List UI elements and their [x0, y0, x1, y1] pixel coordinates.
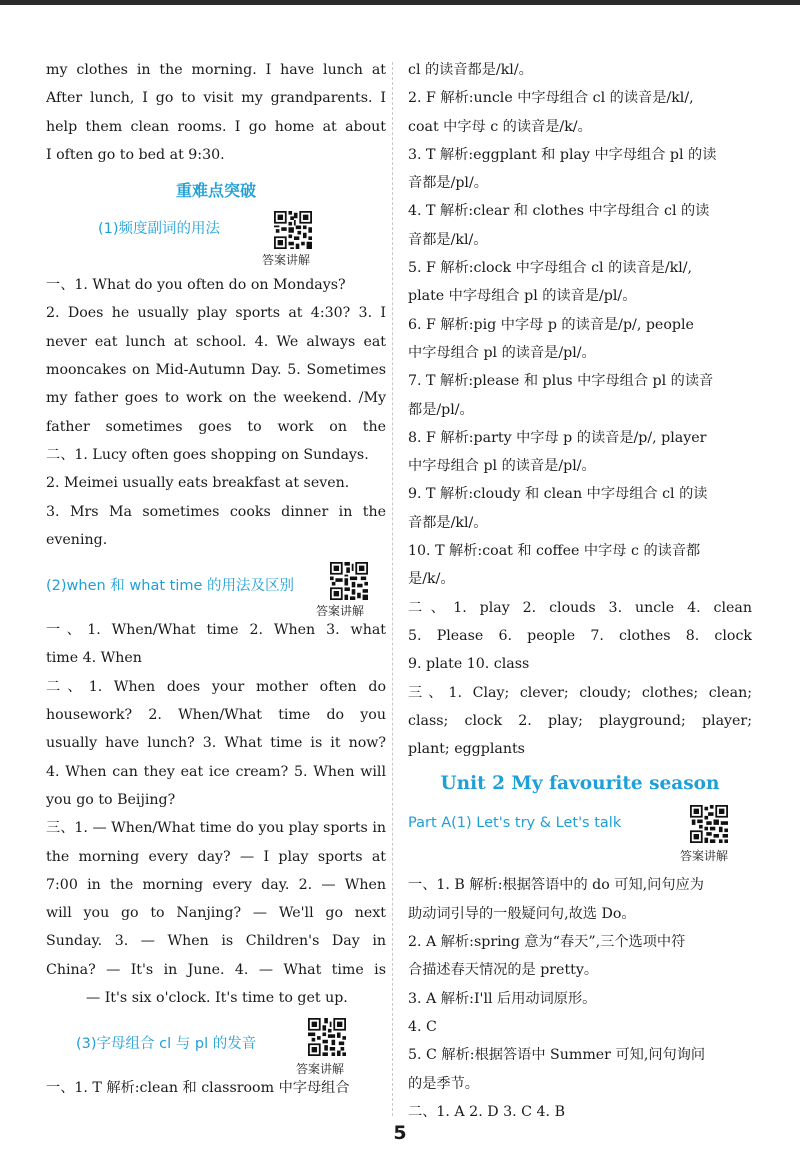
text-line: 二、1. Lucy often goes shopping on Sundays.	[46, 446, 369, 463]
text-line: China? — It's in June. 4. — What time is	[46, 961, 386, 978]
answer-block-3	[46, 1074, 386, 1102]
right-column	[408, 56, 752, 1126]
intro-paragraph	[46, 56, 386, 169]
answer-block-continued	[408, 56, 752, 763]
text-line: 助动词引导的一般疑问句,故选 Do。	[408, 905, 636, 922]
text-line: 4. C	[408, 1018, 437, 1035]
text-line: plate 中字母组合 pl 的读音是/pl/。	[408, 288, 637, 305]
text-line: evening.	[46, 531, 108, 548]
text-line: 10. T 解析:coat 和 coffee 中字母 c 的读音都	[408, 543, 701, 560]
text-line: the morning every day? — I play sports at	[46, 848, 386, 865]
column-divider	[392, 62, 393, 1116]
text-line: Sunday. 3. — When is Children's Day in	[46, 933, 386, 950]
text-line: 三、1. — When/What time do you play sports in	[46, 820, 386, 837]
section-title: 重难点突破	[175, 181, 256, 201]
answer-block-1	[46, 271, 386, 554]
text-line: I often go to bed at 9:30.	[46, 146, 225, 163]
text-line: 2. F 解析:uncle 中字母组合 cl 的读音是/kl/,	[408, 90, 694, 107]
text-line: 8. F 解析:party 中字母 p 的读音是/p/, player	[408, 429, 707, 446]
qr-caption: 答案讲解	[262, 253, 311, 268]
text-line: 一、1. What do you often do on Mondays?	[46, 277, 346, 294]
text-line: 一、1. T 解析:clean 和 classroom 中字母组合	[46, 1080, 350, 1097]
text-line: 2. Meimei usually eats breakfast at seven.	[46, 475, 350, 492]
text-line: 是/k/。	[408, 571, 455, 588]
qr-caption: 答案讲解	[680, 849, 729, 864]
text-line: class; clock 2. play; playground; player;	[408, 712, 752, 729]
text-line: my clothes in the morning. I have lunch at	[46, 62, 386, 78]
text-line: 5. F 解析:clock 中字母组合 cl 的读音是/kl/,	[408, 260, 693, 277]
text-line: 三、1. Clay; clever; cloudy; clothes; clean;	[408, 684, 752, 701]
text-line: my father goes to work on the weekend. /My	[46, 390, 386, 407]
qr-caption: 答案讲解	[296, 1062, 345, 1077]
text-line: 2. Does he usually play sports at 4:30? 3. I	[46, 305, 386, 322]
unit-title: Unit 2 My favourite season	[440, 773, 720, 795]
qr-code-icon[interactable]	[274, 211, 312, 249]
text-line: 3. A 解析:I'll 后用动词原形。	[408, 990, 597, 1007]
answer-block-unit2	[408, 871, 752, 1126]
text-line: 音都是/kl/。	[408, 231, 488, 248]
text-line: you go to Beijing?	[46, 791, 176, 808]
text-line: coat 中字母 c 的读音是/k/。	[408, 118, 592, 135]
text-line: plant; eggplants	[408, 741, 525, 758]
text-line: 4. When can they eat ice cream? 5. When will	[46, 763, 386, 780]
text-line: 二、1. A 2. D 3. C 4. B	[408, 1103, 565, 1120]
text-line: 9. plate 10. class	[408, 656, 530, 673]
text-line: 2. A 解析:spring 意为“春天”,三个选项中符	[408, 934, 686, 951]
answer-block-2	[46, 616, 386, 1012]
text-line: After lunch, I go to visit my grandparents. I	[46, 90, 386, 107]
text-line: usually have lunch? 3. What time is it now?	[46, 735, 386, 752]
text-line: never eat lunch at school. 4. We always eat	[46, 333, 386, 350]
text-line: 9. T 解析:cloudy 和 clean 中字母组合 cl 的读	[408, 486, 708, 503]
text-line: 3. T 解析:eggplant 和 play 中字母组合 pl 的读	[408, 146, 717, 163]
part-title: Part A(1) Let's try & Let's talk	[408, 815, 622, 832]
subsection-title: (1)频度副词的用法	[98, 221, 221, 238]
top-border	[0, 0, 800, 5]
left-column	[46, 56, 386, 1103]
text-line: 7:00 in the morning every day. 2. — When	[46, 876, 386, 893]
text-line: 音都是/pl/。	[408, 175, 488, 192]
text-line: 二、1. When does your mother often do	[46, 678, 386, 695]
qr-code-icon[interactable]	[690, 805, 728, 843]
text-line: help them clean rooms. I go home at about	[46, 118, 386, 135]
text-line: 中字母组合 pl 的读音是/pl/。	[408, 458, 596, 475]
subsection-header-1	[46, 211, 386, 271]
text-line: 5. Please 6. people 7. clothes 8. clock	[408, 627, 752, 644]
page-number: 5	[393, 1122, 407, 1144]
text-line: 合描述春天情况的是 pretty。	[408, 962, 599, 979]
text-line: father sometimes goes to work on the	[46, 418, 386, 435]
text-line: 3. Mrs Ma sometimes cooks dinner in the	[46, 503, 386, 520]
text-line: mooncakes on Mid-Autumn Day. 5. Sometimes	[46, 362, 386, 379]
text-line: 5. C 解析:根据答语中 Summer 可知,问句询问	[408, 1047, 706, 1064]
text-line: housework? 2. When/What time do you	[46, 707, 386, 724]
text-line: 二、1. play 2. clouds 3. uncle 4. clean	[408, 599, 752, 616]
part-header	[408, 805, 752, 871]
text-line: 的是季节。	[408, 1075, 479, 1092]
text-line: 一、1. B 解析:根据答语中的 do 可知,问句应为	[408, 877, 704, 894]
text-line: 音都是/kl/。	[408, 514, 488, 531]
subsection-title: (3)字母组合 cl 与 pl 的发音	[76, 1036, 257, 1053]
text-line: 6. F 解析:pig 中字母 p 的读音是/p/, people	[408, 316, 694, 333]
text-line: time 4. When	[46, 650, 142, 667]
qr-code-icon[interactable]	[330, 562, 368, 600]
text-line: will you go to Nanjing? — We'll go next	[46, 905, 386, 922]
text-line: 7. T 解析:please 和 plus 中字母组合 pl 的读音	[408, 373, 714, 390]
text-line: — It's six o'clock. It's time to get up.	[86, 990, 348, 1007]
subsection-title: (2)when 和 what time 的用法及区别	[46, 578, 295, 595]
subsection-header-3	[46, 1012, 386, 1077]
subsection-header-2	[46, 554, 386, 619]
text-line: 一、1. When/What time 2. When 3. what	[46, 622, 386, 639]
text-line: 4. T 解析:clear 和 clothes 中字母组合 cl 的读	[408, 203, 710, 220]
text-line: 中字母组合 pl 的读音是/pl/。	[408, 344, 596, 361]
qr-caption: 答案讲解	[316, 604, 365, 619]
qr-code-icon[interactable]	[308, 1018, 346, 1056]
text-line: 都是/pl/。	[408, 401, 474, 418]
text-line: cl 的读音都是/kl/。	[408, 62, 533, 78]
